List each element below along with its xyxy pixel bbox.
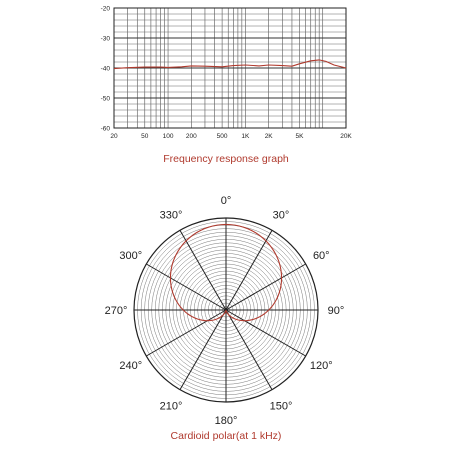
polar-angle-label: 90° <box>327 305 345 317</box>
polar-spoke <box>226 310 272 390</box>
frequency-x-tick-label: 1K <box>241 133 250 140</box>
polar-spoke <box>180 310 226 390</box>
polar-spoke <box>180 230 226 310</box>
polar-angle-label: 210° <box>159 400 183 413</box>
frequency-x-tick-label: 2K <box>264 133 273 140</box>
polar-angle-label: 180° <box>214 415 238 427</box>
polar-angle-label: 150° <box>269 400 293 413</box>
polar-spoke <box>146 264 226 310</box>
frequency-x-tick-label: 100 <box>162 133 174 140</box>
polar-spoke <box>226 230 272 310</box>
polar-angle-label: 60° <box>312 250 330 262</box>
frequency-x-tick-label: 20 <box>110 133 118 140</box>
polar-angle-label: 0° <box>220 195 232 207</box>
frequency-response-line <box>114 60 346 69</box>
frequency-y-tick-label: -50 <box>100 95 110 103</box>
polar-angle-label: 300° <box>119 250 143 262</box>
frequency-y-tick-label: -20 <box>100 5 110 13</box>
polar-angle-label: 240° <box>119 360 143 372</box>
frequency-x-tick-label: 5K <box>295 133 304 140</box>
frequency-x-tick-label: 500 <box>216 133 228 140</box>
polar-caption: Cardioid polar(at 1 kHz) <box>170 430 282 442</box>
polar-spoke <box>146 310 226 356</box>
polar-angle-label: 30° <box>272 209 290 222</box>
frequency-x-tick-label: 20K <box>340 133 352 140</box>
polar-angle-label: 330° <box>159 209 183 222</box>
polar-plot <box>0 195 452 435</box>
frequency-response-plot <box>0 0 452 150</box>
frequency-response-caption: Frequency response graph <box>163 153 289 165</box>
frequency-x-tick-label: 50 <box>141 133 149 140</box>
frequency-y-tick-label: -60 <box>100 125 110 133</box>
frequency-grid <box>114 8 346 128</box>
polar-spoke <box>226 264 306 310</box>
polar-angle-label: 270° <box>104 305 128 317</box>
polar-spoke <box>226 310 306 356</box>
frequency-x-tick-label: 200 <box>185 133 197 140</box>
polar-angle-label: 120° <box>309 360 333 372</box>
frequency-y-tick-label: -40 <box>100 65 110 73</box>
frequency-y-tick-label: -30 <box>100 35 110 43</box>
